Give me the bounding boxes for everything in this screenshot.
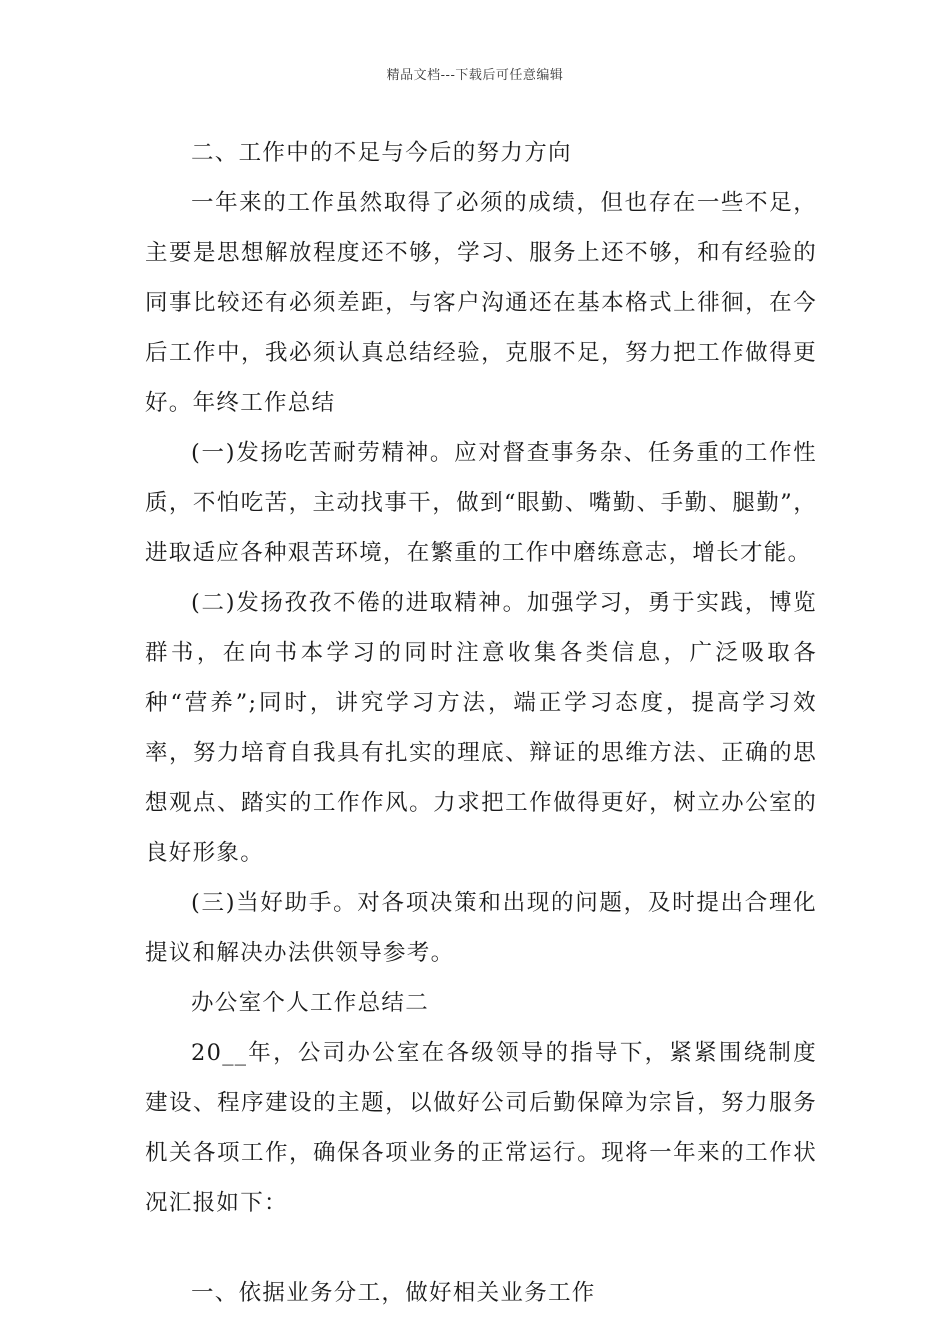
- section-title: 办公室个人工作总结二: [191, 990, 430, 1016]
- body-paragraph: 一年来的工作虽然取得了必须的成绩，但也存在一些不足，主要是思想解放程度还不够，学习、服务上还不够，和有经验的同事比较还有必须差距，与客户沟通还在基本格式上徘徊，在今后工作中，我必须认真总结经验，克服不足，努力把工作做得更好。年终工作总结: [145, 190, 817, 416]
- body-paragraph: (二)发扬孜孜不倦的进取精神。加强学习，勇于实践，博览群书，在向书本学习的同时注意收集各类信息，广泛吸取各种“营养”;同时，讲究学习方法，端正学习态度，提高学习效率，努力培育自我具有扎实的理底、辩证的思维方法、正确的思想观点、踏实的工作作风。力求把工作做得更好，树立办公室的良好形象。: [145, 590, 817, 866]
- document-body: [145, 128, 817, 1318]
- section-heading: 一、依据业务分工，做好相关业务工作: [191, 1280, 596, 1306]
- page-header: 精品文档---下载后可任意编辑: [386, 68, 564, 83]
- body-paragraph: (一)发扬吃苦耐劳精神。应对督查事务杂、任务重的工作性质，不怕吃苦，主动找事干，做到“眼勤、嘴勤、手勤、腿勤”，进取适应各种艰苦环境，在繁重的工作中磨练意志，增长才能。: [145, 440, 817, 566]
- body-paragraph: 20__年，公司办公室在各级领导的指导下，紧紧围绕制度建设、程序建设的主题，以做好公司后勤保障为宗旨，努力服务机关各项工作，确保各项业务的正常运行。现将一年来的工作状况汇报如下：: [145, 1040, 817, 1216]
- body-paragraph: (三)当好助手。对各项决策和出现的问题，及时提出合理化提议和解决办法供领导参考。: [145, 890, 817, 966]
- section-heading: 二、工作中的不足与今后的努力方向: [191, 140, 572, 166]
